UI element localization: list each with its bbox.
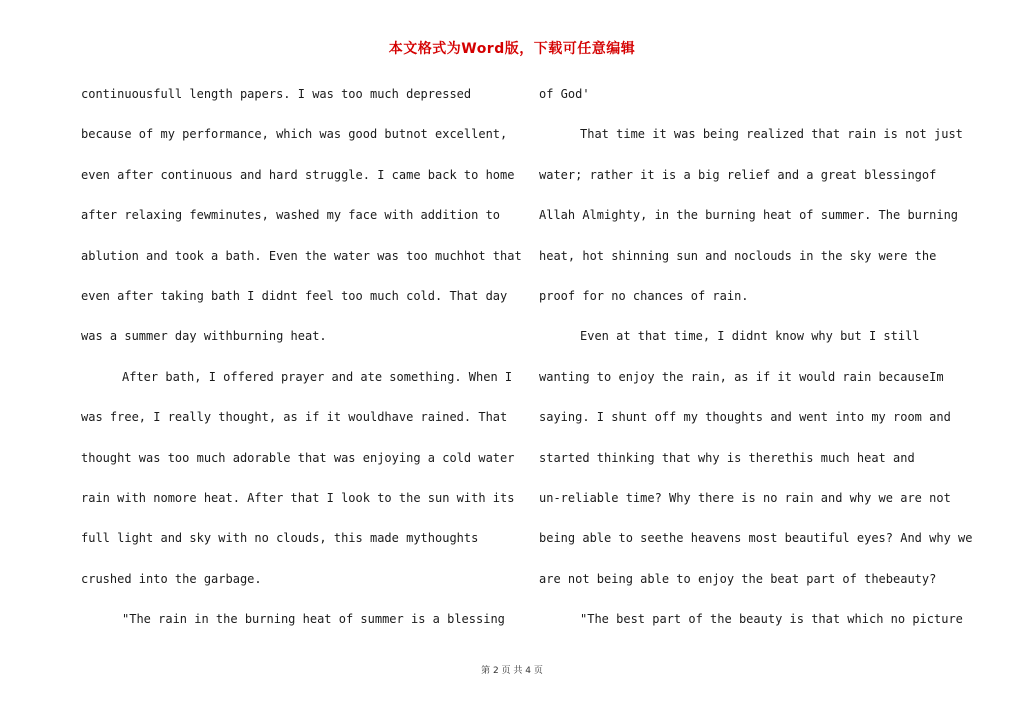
text-line: full light and sky with no clouds, this made mythoughts [81, 531, 479, 545]
text-line: "The best part of the beauty is that which no picture [580, 612, 963, 626]
text-line: even after continuous and hard struggle. I came back to home [81, 168, 515, 182]
text-line: after relaxing fewminutes, washed my face with addition to [81, 208, 501, 222]
text-line: wanting to enjoy the rain, as if it would rain becauseIm [539, 370, 944, 384]
text-line: continuousfull length papers. I was too much depressed [81, 87, 472, 101]
text-line: After bath, I offered prayer and ate something. When I [122, 370, 513, 384]
text-line: "The rain in the burning heat of summer is a blessing [122, 612, 505, 626]
text-line: Even at that time, I didnt know why but I still [580, 329, 920, 343]
text-line: thought was too much adorable that was enjoying a cold water [81, 451, 515, 465]
text-line: saying. I shunt off my thoughts and went into my room and [539, 410, 951, 424]
text-line: water; rather it is a big relief and a great blessingof [539, 168, 937, 182]
text-line: was a summer day withburning heat. [81, 329, 327, 343]
text-line: was free, I really thought, as if it wouldhave rained. That [81, 410, 508, 424]
text-line: Allah Almighty, in the burning heat of summer. The burning [539, 208, 959, 222]
text-line: of God' [539, 87, 590, 101]
text-line: un-reliable time? Why there is no rain and why we are not [539, 491, 951, 505]
text-line: rain with nomore heat. After that I look to the sun with its [81, 491, 515, 505]
text-line: are not being able to enjoy the beat part of thebeauty? [539, 572, 937, 586]
text-line: started thinking that why is therethis much heat and [539, 451, 915, 465]
text-line: crushed into the garbage. [81, 572, 262, 586]
page-number-footer: 第 2 页 共 4 页 [481, 666, 543, 676]
text-line: because of my performance, which was good butnot excellent, [81, 127, 508, 141]
text-line: heat, hot shinning sun and noclouds in the sky were the [539, 249, 937, 263]
text-line: even after taking bath I didnt feel too much cold. That day [81, 289, 508, 303]
text-line: proof for no chances of rain. [539, 289, 749, 303]
text-line: ablution and took a bath. Even the water was too muchhot that [81, 249, 522, 263]
text-line: That time it was being realized that rain is not just [580, 127, 963, 141]
text-line: being able to seethe heavens most beautiful eyes? And why we [539, 531, 973, 545]
page-header-banner: 本文格式为Word版，下载可任意编辑 [388, 41, 636, 57]
